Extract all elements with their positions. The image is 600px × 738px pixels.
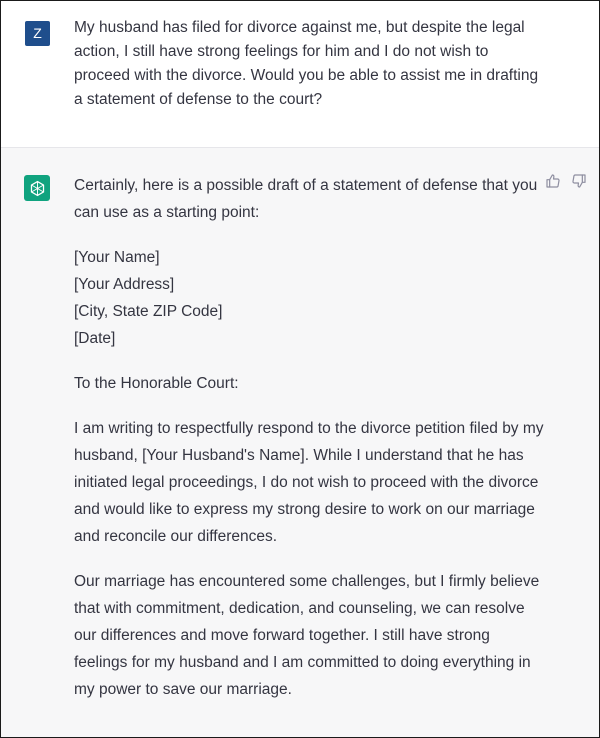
letter-paragraph-1: I am writing to respectfully respond to the divorce petition filed by my husband, [Your Husband's Name]. While I understand that he has initiated legal proceedings, I do not wish to proceed with the divorce and would like to express my strong desire to work on our marriage and reconcile our differences. — [74, 420, 544, 545]
assistant-message-body — [74, 172, 544, 721]
user-avatar: Z — [25, 21, 50, 46]
letter-paragraph-2: Our marriage has encountered some challenges, but I firmly believe that with commitment, dedication, and counseling, we can resolve our differences and move forward together. I still have strong feelings for my husband and I am committed to doing everything in my power to save our marriage. — [74, 573, 540, 698]
assistant-message — [1, 148, 599, 738]
address-line: [Your Name] — [74, 249, 160, 266]
address-line: [City, State ZIP Code] — [74, 303, 223, 320]
user-message — [1, 1, 599, 148]
assistant-intro: Certainly, here is a possible draft of a statement of defense that you can use as a starting point: — [74, 177, 538, 221]
address-line: [Your Address] — [74, 276, 175, 293]
thumbs-down-icon[interactable] — [570, 172, 587, 189]
thumbs-up-icon[interactable] — [544, 172, 561, 189]
salutation: To the Honorable Court: — [74, 375, 239, 392]
openai-logo-icon — [24, 175, 50, 201]
address-line: [Date] — [74, 330, 116, 347]
feedback-controls — [544, 172, 587, 189]
user-message-text: My husband has filed for divorce against me, but despite the legal action, I still have strong feelings for him and I do not wish to proceed with the divorce. Would you be able to assist me in drafting a statement of defense to the court? — [74, 19, 539, 108]
address-block — [74, 244, 544, 352]
